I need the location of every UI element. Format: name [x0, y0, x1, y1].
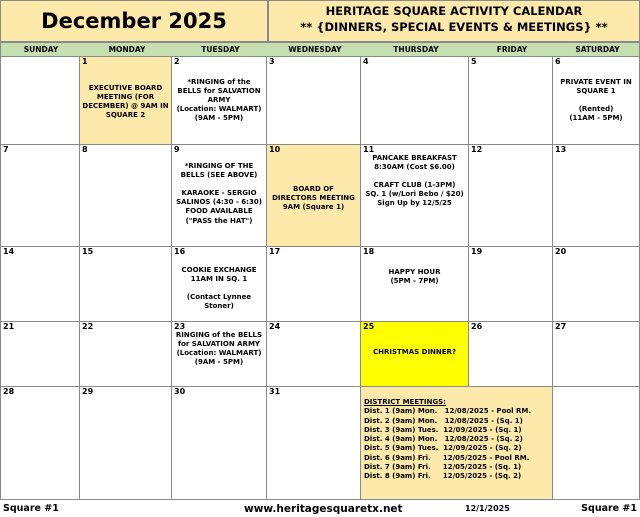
day-number: 24 [269, 322, 281, 331]
day-number: 12 [471, 145, 483, 154]
weekday-friday: FRIDAY [496, 45, 528, 54]
day-number: 28 [3, 387, 15, 396]
day-cell-28 [0, 387, 80, 500]
day-cell-20 [553, 247, 640, 322]
day-number: 31 [269, 387, 281, 396]
month-title: December 2025 [0, 0, 268, 42]
day-cell-10 [267, 145, 361, 247]
day-number: 15 [82, 247, 94, 256]
day-cell-24 [267, 322, 361, 387]
day-number: 18 [363, 247, 375, 256]
event-private-event: PRIVATE EVENT IN SQUARE 1 (Rented) (11AM - 5PM) [560, 78, 632, 123]
district-meetings-box [361, 387, 553, 500]
district-meeting-row: Dist. 1 (9am) Mon. 12/08/2025 - Pool RM. [364, 407, 532, 416]
weekday-wednesday: WEDNESDAY [288, 45, 342, 54]
day-number: 26 [471, 322, 483, 331]
day-cell-19 [469, 247, 553, 322]
day-number: 30 [174, 387, 186, 396]
empty-day-cell [0, 57, 80, 145]
day-cell-3 [267, 57, 361, 145]
district-meeting-row: Dist. 3 (9am) Tues. 12/09/2025 - (Sq. 1) [364, 425, 522, 434]
day-number: 3 [269, 57, 275, 66]
weekday-tuesday: TUESDAY [201, 45, 240, 54]
calendar-title-box [268, 0, 640, 42]
district-meeting-row: Dist. 2 (9am) Mon. 12/08/2025 - (Sq. 1) [364, 416, 523, 425]
day-cell-29 [80, 387, 172, 500]
day-number: 22 [82, 322, 94, 331]
day-number: 2 [174, 57, 180, 66]
event-ringing-bells: RINGING of the BELLS for SALVATION ARMY (Location: WALMART) (9AM - 5PM) [175, 331, 263, 367]
event-ringing-bells: *RINGING of the BELLS for SALVATION ARMY (Location: WALMART) (9AM - 5PM) [176, 78, 262, 123]
day-number: 13 [555, 145, 567, 154]
day-cell-22 [80, 322, 172, 387]
event-happy-hour: HAPPY HOUR (5PM - 7PM) [388, 268, 441, 286]
calendar-grid [0, 57, 640, 500]
day-cell-21 [0, 322, 80, 387]
day-number: 14 [3, 247, 15, 256]
day-number: 1 [82, 57, 88, 66]
day-number: 20 [555, 247, 567, 256]
day-cell-5 [469, 57, 553, 145]
day-cell-6 [553, 57, 640, 145]
day-cell-16 [172, 247, 267, 322]
day-number: 23 [174, 322, 186, 331]
day-number: 7 [3, 145, 9, 154]
calendar-title: HERITAGE SQUARE ACTIVITY CALENDAR [325, 4, 583, 18]
district-meeting-row: Dist. 4 (9am) Mon. 12/08/2025 - (Sq. 2) [364, 435, 523, 444]
day-cell-14 [0, 247, 80, 322]
calendar-subtitle: ** {DINNERS, SPECIAL EVENTS & MEETINGS} ** [300, 19, 608, 34]
weekday-header-row [0, 42, 640, 57]
event-pancake-craft: PANCAKE BREAKFAST 8:30AM (Cost $6.00) CRAFT CLUB (1-3PM) SQ. 1 (w/Lori Bebo / $20) Sign Up by 12/5/25 [365, 154, 464, 208]
day-cell-31 [267, 387, 361, 500]
district-meeting-row: Dist. 5 (9am) Tues. 12/09/2025 - (Sq. 2) [364, 444, 522, 453]
day-cell-23 [172, 322, 267, 387]
day-cell-26 [469, 322, 553, 387]
day-cell-30 [172, 387, 267, 500]
day-number: 11 [363, 145, 375, 154]
day-number: 9 [174, 145, 180, 154]
footer-date: 12/1/2025 [465, 504, 510, 513]
day-number: 21 [3, 322, 15, 331]
day-number: 27 [555, 322, 567, 331]
weekday-sunday: SUNDAY [23, 45, 59, 54]
day-cell-27 [553, 322, 640, 387]
day-cell-12 [469, 145, 553, 247]
footer-website: www.heritagesquaretx.net [244, 503, 403, 515]
day-cell-9 [172, 145, 267, 247]
district-meeting-row: Dist. 7 (9am) Fri. 12/05/2025 - (Sq. 1) [364, 463, 522, 472]
day-cell-18 [361, 247, 469, 322]
day-number: 25 [363, 322, 375, 331]
day-number: 8 [82, 145, 88, 154]
day-cell-7 [0, 145, 80, 247]
event-executive-board-meeting: EXECUTIVE BOARD MEETING (FOR DECEMBER) @ 9AM IN SQUARE 2 [82, 84, 169, 120]
day-cell-11 [361, 145, 469, 247]
day-number: 16 [174, 247, 186, 256]
day-cell-1 [80, 57, 172, 145]
weekday-saturday: SATURDAY [575, 45, 620, 54]
day-number: 4 [363, 57, 369, 66]
weekday-thursday: THURSDAY [393, 45, 439, 54]
day-number: 5 [471, 57, 477, 66]
day-number: 17 [269, 247, 281, 256]
day-number: 10 [269, 145, 281, 154]
day-number: 29 [82, 387, 94, 396]
event-board-of-directors: BOARD OF DIRECTORS MEETING 9AM (Square 1) [272, 185, 355, 212]
district-meeting-row: Dist. 8 (9am) Fri. 12/05/2025 - (Sq. 2) [364, 472, 522, 481]
day-cell-17 [267, 247, 361, 322]
day-number: 19 [471, 247, 483, 256]
district-meetings-list [364, 398, 550, 482]
day-cell-13 [553, 145, 640, 247]
footer [0, 500, 640, 517]
event-cookie-exchange: COOKIE EXCHANGE 11AM IN SQ. 1 (Contact Lynnee Stoner) [181, 266, 257, 311]
footer-left-label: Square #1 [3, 503, 59, 514]
district-meetings-title: DISTRICT MEETINGS: [364, 398, 446, 406]
day-cell-8 [80, 145, 172, 247]
footer-right-label: Square #1 [581, 503, 637, 514]
event-ringing-karaoke: *RINGING OF THE BELLS (SEE ABOVE) KARAOKE - SERGIO SALINOS (4:30 - 6:30) FOOD AVAILABLE ("PASS the HAT") [176, 162, 262, 225]
day-cell-4 [361, 57, 469, 145]
day-number: 6 [555, 57, 561, 66]
event-christmas-dinner: CHRISTMAS DINNER? [372, 348, 457, 356]
day-cell-15 [80, 247, 172, 322]
weekday-monday: MONDAY [108, 45, 146, 54]
day-cell-2 [172, 57, 267, 145]
empty-day-cell [553, 387, 640, 500]
day-cell-25 [361, 322, 469, 387]
district-meeting-row: Dist. 6 (9am) Fri. 12/05/2025 - Pool RM. [364, 453, 530, 462]
